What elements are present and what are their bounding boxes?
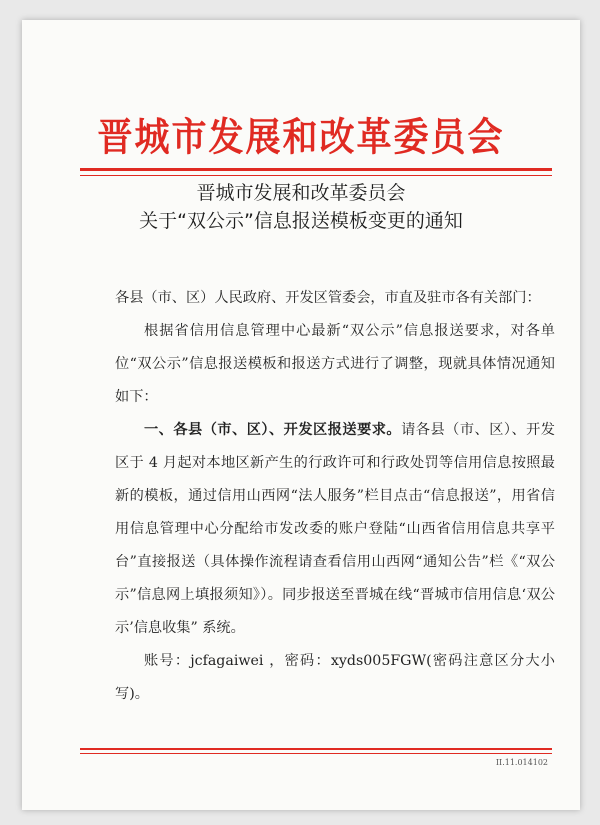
- recipients: 各县（市、区）人民政府、开发区管委会，市直及驻市各有关部门：: [115, 290, 541, 306]
- masthead-title: 晋城市发展和改革委员会: [97, 115, 505, 161]
- section-1-text: 请各县（市、区）、开发区于 4 月起对本地区新产生的行政许可和行政处罚等信用信息按照最新的模板，通过信用山西网“法人服务”栏目点击“信息报送”，用省信用信息管理中心分配给市发改委的账户登陆“山西省信用信息共享平台”直接报送（具体操作流程请查看信用山西网“通知公告”栏《“双公示”信息网上填报须知》）。同步报送至晋城在线“晋城市信用信息‘双公示’信息收集” 系统。: [115, 422, 555, 636]
- notice-body: [115, 282, 555, 711]
- footer-red-rule: [80, 748, 552, 750]
- intro-paragraph: 根据省信用信息管理中心最新“双公示”信息报送要求，对各单位“双公示”信息报送模板和报送方式进行了调整，现就具体情况通知如下：: [115, 323, 555, 405]
- notice-title-line-2: 关于“双公示”信息报送模板变更的通知: [139, 210, 463, 232]
- footer-red-rule-thin: [80, 753, 552, 754]
- section-1-paragraph: [115, 414, 555, 645]
- document-code: II.11.014102: [495, 758, 548, 767]
- document-page: [22, 20, 580, 810]
- notice-title-line-1: 晋城市发展和改革委员会: [196, 182, 406, 204]
- account-line: 账号：jcfagaiwei ，密码：xyds005FGW(密码注意区分大小写)。: [115, 653, 555, 702]
- header-red-rule-thin: [80, 175, 552, 176]
- section-1-heading: 一、各县（市、区）、开发区报送要求。: [144, 422, 402, 438]
- header-red-rule: [80, 168, 552, 171]
